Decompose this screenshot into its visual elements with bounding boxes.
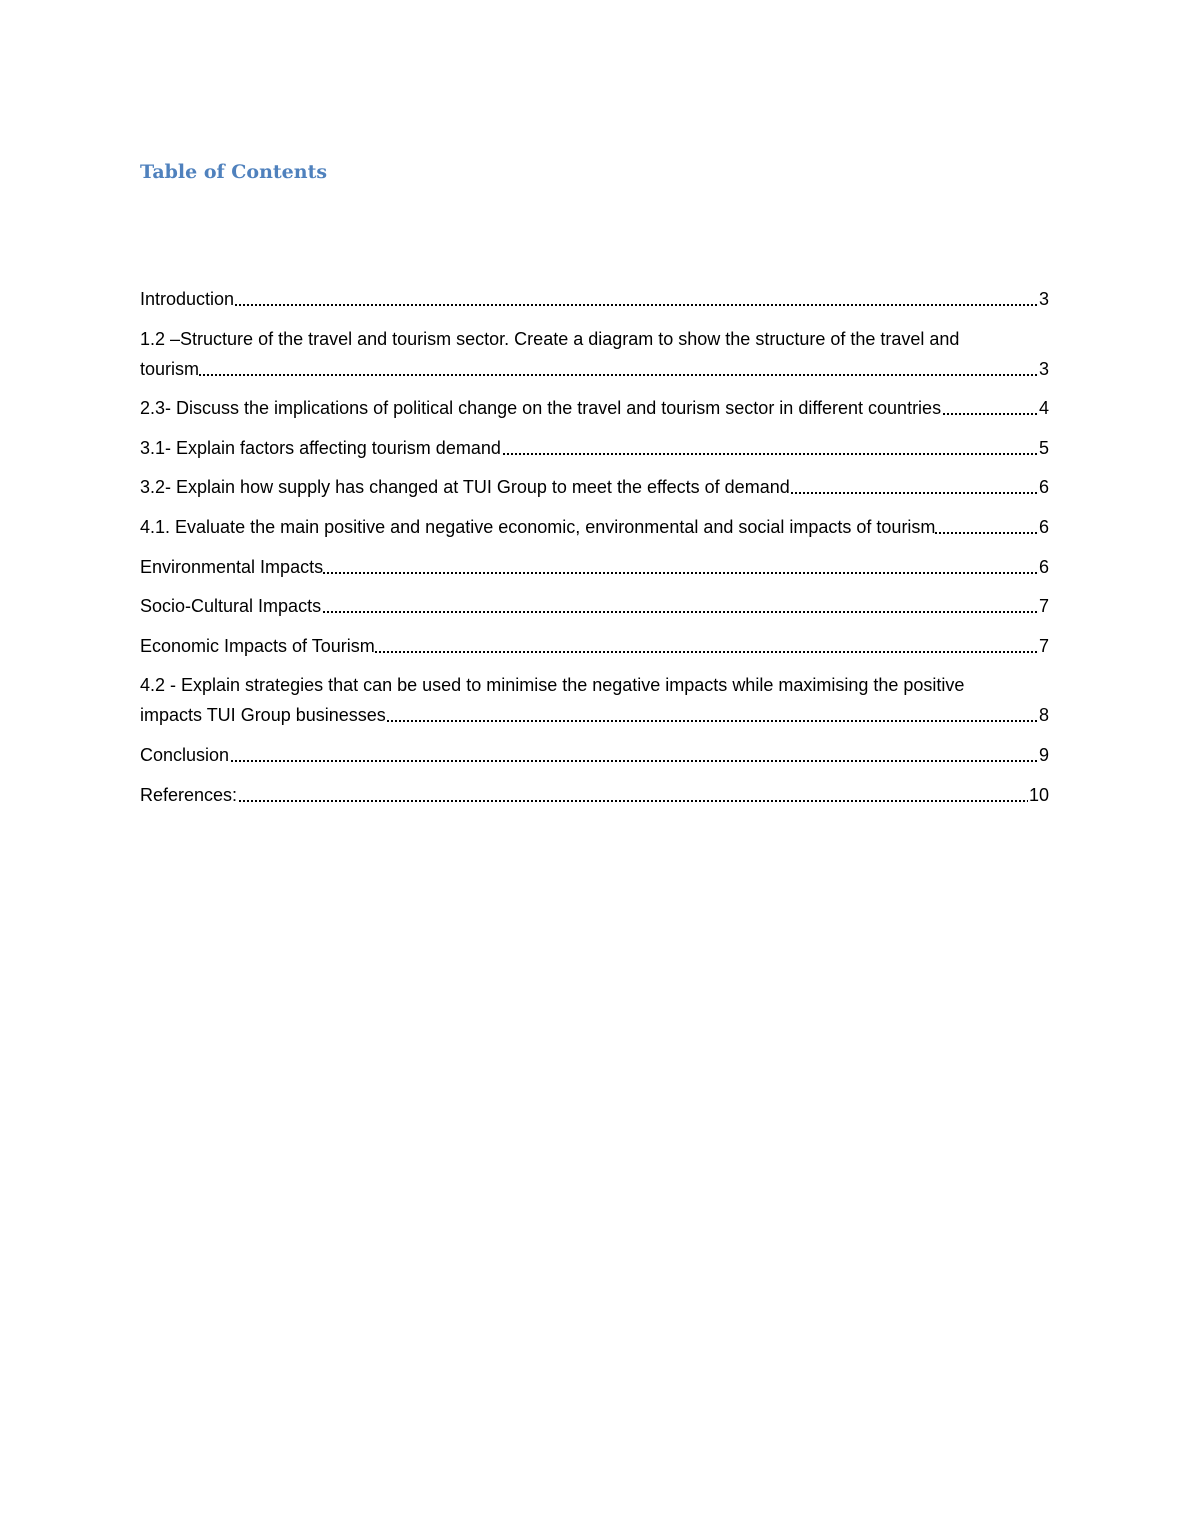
toc-entry-title: 3.2- Explain how supply has changed at TUI Group to meet the effects of demand: [140, 477, 790, 498]
toc-entry-page: 3: [1038, 284, 1049, 314]
toc-entry-4-2[interactable]: [140, 670, 1049, 730]
toc-heading: Table of Contents: [140, 161, 328, 183]
toc-entry-page: 8: [1038, 700, 1049, 730]
toc-entry-title: Introduction: [140, 289, 235, 309]
toc-entry-page: 5: [1038, 433, 1049, 463]
toc-entry-title: 4.1. Evaluate the main positive and negative economic, environmental and social impacts of tourism: [140, 516, 936, 537]
toc-entry-references[interactable]: [140, 780, 1049, 810]
toc-entry-page: 6: [1038, 552, 1049, 582]
toc-entry-1-2[interactable]: [140, 324, 1049, 384]
toc-entry-title: 3.1- Explain factors affecting tourism demand: [140, 437, 501, 458]
dot-leader: [140, 374, 1049, 376]
toc-entry-title: Environmental Impacts: [140, 556, 324, 577]
dot-leader: [140, 304, 1049, 306]
toc-entry-page: 3: [1038, 354, 1049, 384]
toc-entry-introduction[interactable]: [140, 284, 1049, 314]
toc-entry-title-line1: 1.2 –Structure of the travel and tourism sector. Create a diagram to show the structure of the travel and: [140, 328, 960, 349]
toc-entry-socio-cultural-impacts[interactable]: [140, 591, 1049, 621]
toc-entry-last-line: [140, 700, 1049, 730]
toc-entry-page: 6: [1038, 512, 1049, 542]
toc-entry-page: 4: [1038, 393, 1049, 423]
toc-entry-page: 7: [1038, 631, 1049, 661]
toc-entry-economic-impacts[interactable]: [140, 631, 1049, 661]
toc-entry-2-3[interactable]: [140, 393, 1049, 423]
toc-entry-title: impacts TUI Group businesses: [140, 705, 386, 726]
toc-entry-page: 7: [1038, 591, 1049, 621]
toc-entry-title: 2.3- Discuss the implications of political change on the travel and tourism sector in different countries: [140, 398, 942, 419]
toc-entry-page: 6: [1038, 472, 1049, 502]
toc-entry-4-1[interactable]: [140, 512, 1049, 542]
toc-entry-page: 10: [1028, 780, 1049, 810]
toc-entry-title: References:: [140, 784, 238, 805]
toc-entry-title: Socio-Cultural Impacts: [140, 596, 322, 617]
toc-entry-last-line: [140, 354, 1049, 384]
toc-entry-title: tourism: [140, 358, 200, 379]
toc-entry-title: Conclusion: [140, 744, 230, 765]
toc-entry-title: Economic Impacts of Tourism: [140, 635, 375, 656]
toc-entry-page: 9: [1038, 740, 1049, 770]
toc-entry-3-1[interactable]: [140, 433, 1049, 463]
dot-leader: [140, 800, 1049, 802]
toc-entry-environmental-impacts[interactable]: [140, 552, 1049, 582]
toc-entry-3-2[interactable]: [140, 472, 1049, 502]
toc-list: [140, 284, 1049, 819]
toc-entry-title-line1: 4.2 - Explain strategies that can be used to minimise the negative impacts while maximising the positive: [140, 675, 965, 696]
dot-leader: [140, 760, 1049, 762]
toc-entry-conclusion[interactable]: [140, 740, 1049, 770]
